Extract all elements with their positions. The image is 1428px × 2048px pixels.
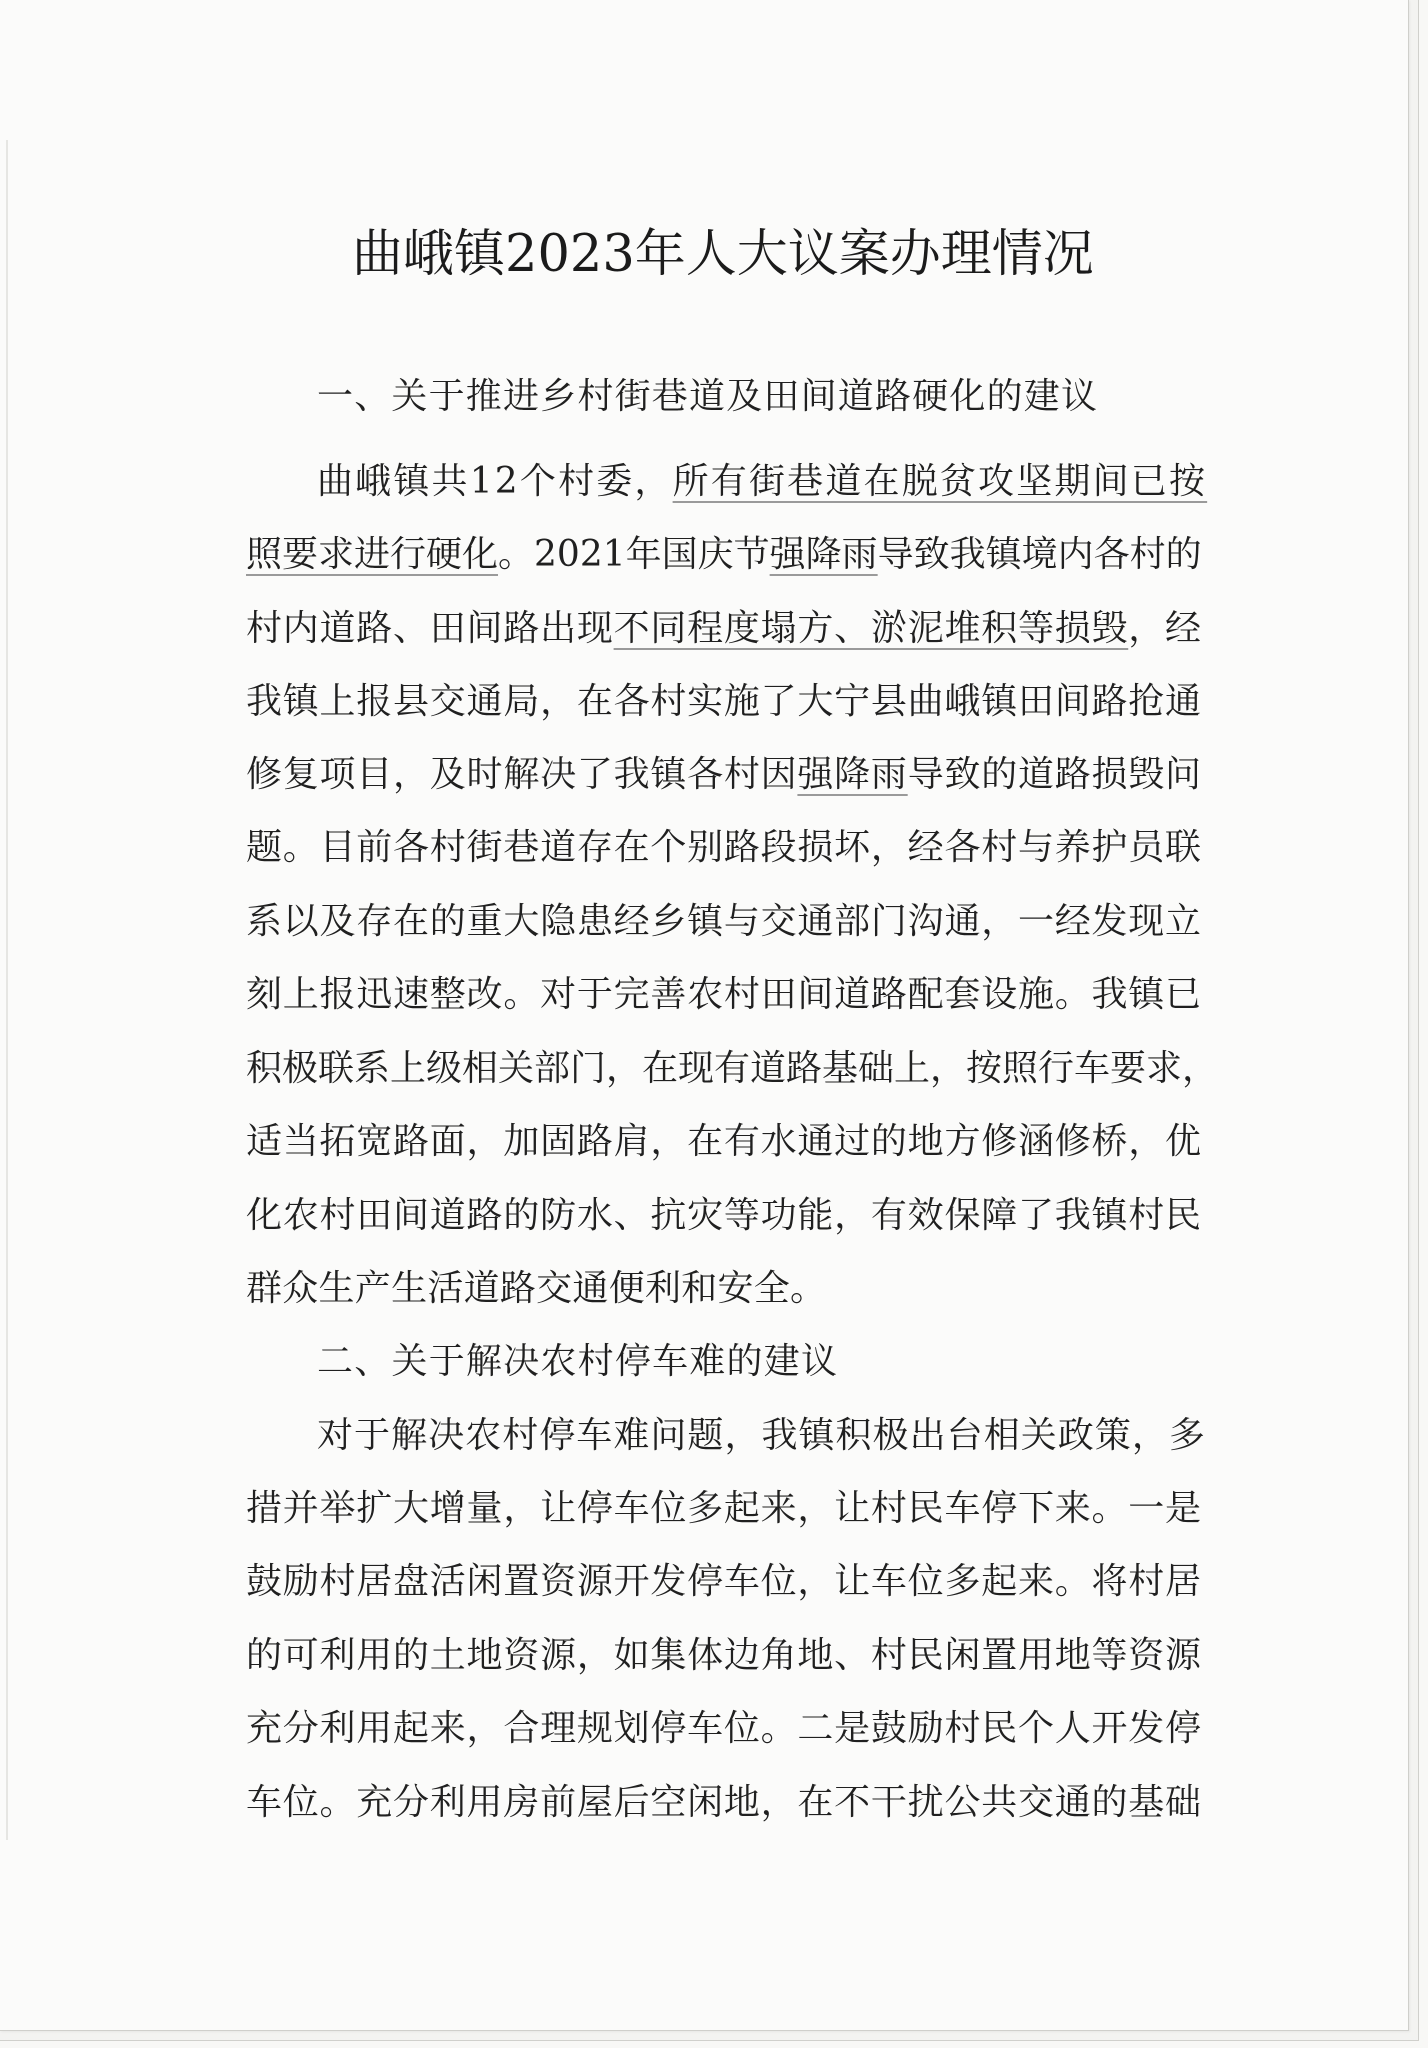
text-line-17: 鼓励村居盘活闲置资源开发停车位，让车位多起来。将村居 [246, 1561, 1202, 1602]
text-line-15: 对于解决农村停车难问题，我镇积极出台相关政策，多 [317, 1415, 1206, 1456]
text-line-3: 照要求进行硬化。2021年国庆节强降雨导致我镇境内各村的 [246, 534, 1202, 575]
text-line-13: 群众生产生活道路交通便利和安全。 [246, 1268, 827, 1309]
text-line-18: 的可利用的土地资源，如集体边角地、村民闲置用地等资源 [246, 1635, 1202, 1676]
text-line-8: 系以及存在的重大隐患经乡镇与交通部门沟通，一经发现立 [246, 901, 1202, 942]
text-line-2: 曲峨镇共12个村委，所有街巷道在脱贫攻坚期间已按 [317, 461, 1208, 502]
paper-left-edge [6, 140, 8, 1840]
underlined-phrase: 不同程度塌方、淤泥堆积等损毁 [613, 608, 1129, 649]
text-line-6: 修复项目，及时解决了我镇各村因强降雨导致的道路损毁问 [246, 754, 1202, 795]
text-line-5: 我镇上报县交通局，在各村实施了大宁县曲峨镇田间路抢通 [246, 681, 1202, 722]
text-line-19: 充分利用起来，合理规划停车位。二是鼓励村民个人开发停 [246, 1708, 1202, 1749]
text-line-14: 二、关于解决农村停车难的建议 [317, 1341, 839, 1382]
text-line-12: 化农村田间道路的防水、抗灾等功能，有效保障了我镇村民 [246, 1195, 1202, 1236]
text-line-20: 车位。充分利用房前屋后空闲地，在不干扰公共交通的基础 [246, 1782, 1202, 1823]
text-line-16: 措并举扩大增量，让停车位多起来，让村民车停下来。一是 [246, 1488, 1202, 1529]
underlined-phrase: 所有街巷道在脱贫攻坚期间已按 [672, 461, 1208, 502]
text-line-7: 题。目前各村街巷道存在个别路段损坏，经各村与养护员联 [246, 827, 1202, 868]
document-title: 曲峨镇2023年人大议案办理情况 [352, 225, 1094, 284]
underlined-phrase: 照要求进行硬化 [246, 534, 499, 575]
text-line-9: 刻上报迅速整改。对于完善农村田间道路配套设施。我镇已 [246, 974, 1202, 1015]
text-line-4: 村内道路、田间路出现不同程度塌方、淤泥堆积等损毁，经 [246, 608, 1202, 649]
text-line-1: 一、关于推进乡村街巷道及田间道路硬化的建议 [317, 376, 1099, 417]
text-line-10: 积极联系上级相关部门，在现有道路基础上，按照行车要求， [246, 1048, 1219, 1089]
underlined-phrase: 强降雨 [769, 534, 878, 575]
text-line-11: 适当拓宽路面，加固路肩，在有水通过的地方修涵修桥，优 [246, 1121, 1202, 1162]
underlined-phrase: 强降雨 [797, 754, 908, 795]
